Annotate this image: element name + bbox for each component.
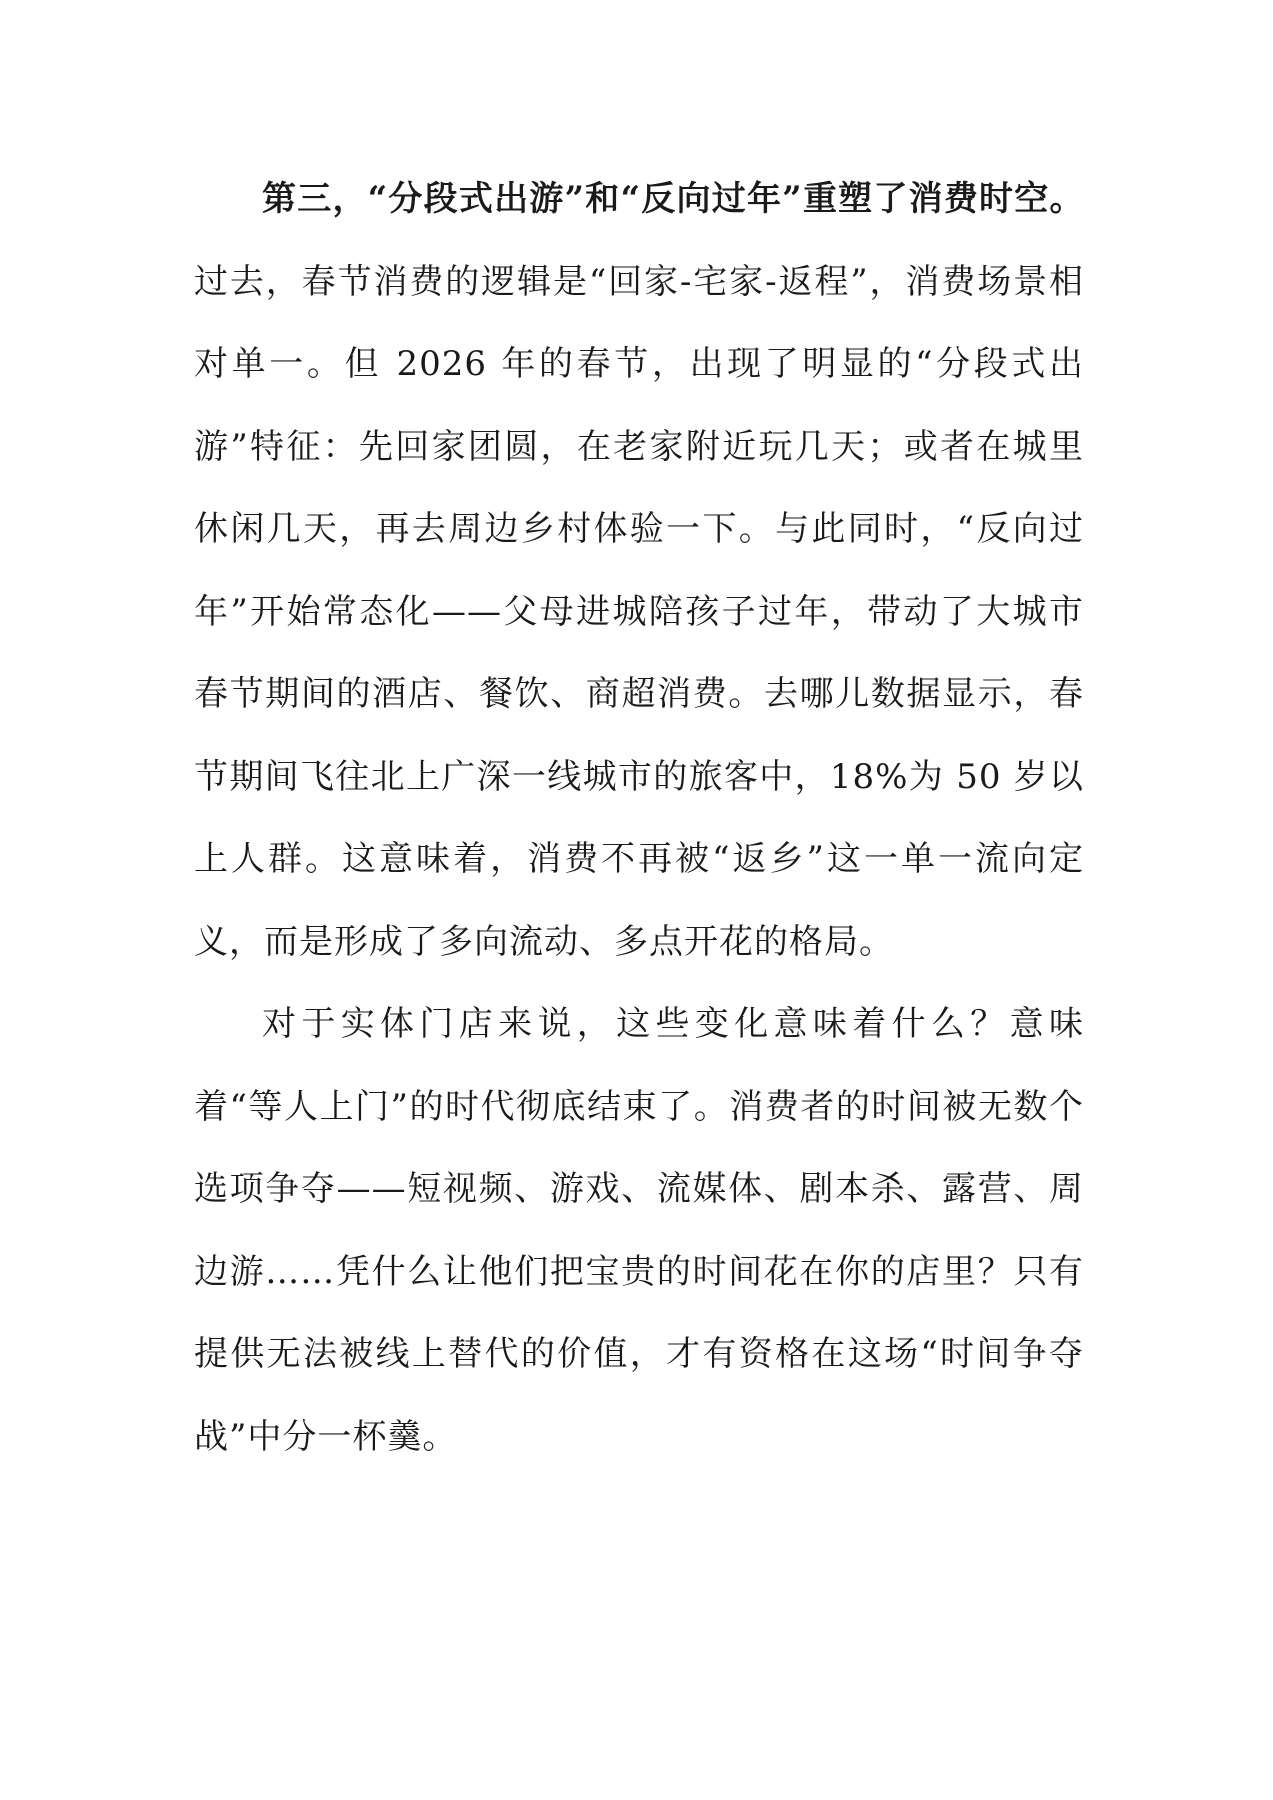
paragraph-1-lead-sentence: 第三，“分段式出游”和“反向过年”重塑了消费时空。 xyxy=(262,179,1084,219)
paragraph-1-body: 过去，春节消费的逻辑是“回家-宅家-返程”，消费场景相对单一。但 2026 年的春节，出现了明显的“分段式出游”特征：先回家团圆，在老家附近玩几天；或者在城里休闲几天，再去周边乡村体验一下。与此同时，“反向过年”开始常态化——父母进城陪孩子过年，带动了大城市春节期间的酒店、餐饮、商超消费。去哪儿数据显示，春节期间飞往北上广深一线城市的旅客中，18%为 50 岁以上人群。这意味着，消费不再被“返乡”这一单一流向定义，而是形成了多向流动、多点开花的格局。 xyxy=(194,261,1084,962)
paragraph-1 xyxy=(194,158,1084,983)
document-body xyxy=(194,158,1084,1478)
paragraph-2-body: 对于实体门店来说，这些变化意味着什么？意味着“等人上门”的时代彻底结束了。消费者的时间被无数个选项争夺——短视频、游戏、流媒体、剧本杀、露营、周边游……凭什么让他们把宝贵的时间花在你的店里？只有提供无法被线上替代的价值，才有资格在这场“时间争夺战”中分一杯羹。 xyxy=(194,1004,1084,1457)
paragraph-2 xyxy=(194,983,1084,1478)
